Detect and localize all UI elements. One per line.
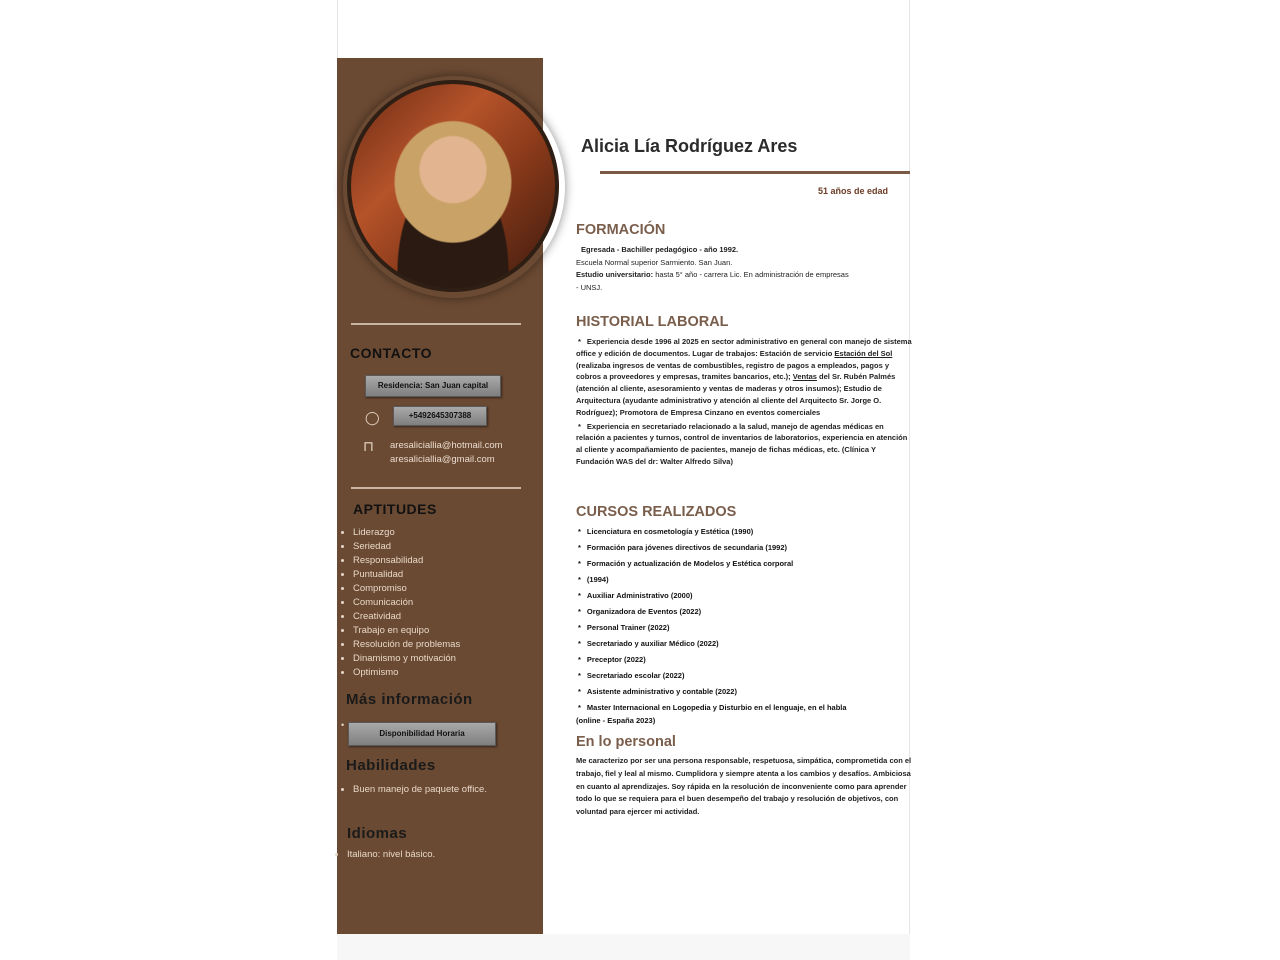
aptitudes-list — [337, 526, 460, 680]
list-item: • Responsabilidad — [353, 554, 460, 568]
list-item: • Italiano: nivel básico. — [347, 848, 435, 862]
course-item: * Master Internacional en Logopedia y Disturbio en el lenguaje, en el habla — [578, 703, 847, 712]
bullet-icon: • — [341, 720, 345, 730]
education-school: Escuela Normal superior Sarmiento. San Juan. — [576, 257, 733, 267]
education-degree: Egresada - Bachiller pedagógico - año 1992. — [581, 245, 739, 254]
email-secondary: aresaliciallia@gmail.com — [390, 454, 495, 465]
personal-heading: En lo personal — [576, 734, 676, 750]
mail-icon: ⊓ — [363, 438, 374, 454]
residence-badge: Residencia: San Juan capital — [365, 375, 501, 397]
profile-photo — [347, 80, 559, 292]
education-university — [576, 269, 912, 282]
work-place-link: Ventas — [792, 372, 817, 382]
work-history — [576, 336, 912, 468]
course-item: * Secretariado escolar (2022) — [578, 671, 685, 680]
course-item-continuation: (online - España 2023) — [576, 716, 656, 725]
work-text: (realizaba ingresos de ventas de combustibles, registro de pagos a empleados, pagos y cobros a proveedores y empresas, tramites bancarios, etc.); — [576, 360, 890, 382]
course-item: * Auxiliar Administrativo (2000) — [578, 591, 693, 600]
name-underline — [600, 171, 910, 174]
languages-heading: Idiomas — [347, 825, 408, 842]
work-place-link: Estación del Sol — [834, 348, 893, 358]
page-bottom-margin — [337, 934, 910, 960]
course-item: * Preceptor (2022) — [578, 655, 646, 664]
skills-list — [337, 783, 503, 797]
university-text: hasta 5° año - carrera Lic. En administración de empresas — [653, 270, 849, 280]
work-text: Experiencia en secretariado relacionado a la salud, manejo de agendas médicas en relación a pacientes y turnos, control de inventarios de laboratorios, experiencia en atención al cliente y acompañamiento de pacientes, manejo de fichas médicas, etc. (Clínica Y Fundación WAS del dr: Walter Alfredo Silva) — [576, 421, 908, 466]
course-item: * Licenciatura en cosmetología y Estética (1990) — [578, 527, 754, 536]
list-item: • Creatividad — [353, 610, 460, 624]
list-item: • Resolución de problemas — [353, 638, 460, 652]
more-info-heading: Más información — [346, 691, 473, 708]
list-item: • Optimismo — [353, 666, 460, 680]
course-item: * Formación para jóvenes directivos de secundaria (1992) — [578, 543, 788, 552]
course-item: * Asistente administrativo y contable (2022) — [578, 687, 737, 696]
list-item: • Dinamismo y motivación — [353, 652, 460, 666]
course-item: * Organizadora de Eventos (2022) — [578, 607, 702, 616]
phone-badge: +5492645307388 — [393, 406, 487, 426]
courses-heading: CURSOS REALIZADOS — [576, 504, 737, 520]
work-text: del Sr. Rubén Palmés (atención al cliente, asesoramiento y ventas de maderas y otros insumos); Estudio de Arquitectura (ayudante administrativo y atención al cliente del Arquitecto Sr. Jorge O. Rodríguez); Promotora de Empresa Cinzano en eventos comerciales — [576, 372, 896, 417]
list-item: • Liderazgo — [353, 526, 460, 540]
sidebar-divider — [351, 323, 521, 325]
course-item: * Secretariado y auxiliar Médico (2022) — [578, 639, 719, 648]
course-item: * (1994) — [578, 575, 609, 584]
education-heading: FORMACIÓN — [576, 222, 666, 238]
full-name: Alicia Lía Rodríguez Ares — [581, 136, 798, 156]
course-item: * Formación y actualización de Modelos y Estética corporal — [578, 559, 794, 568]
availability-button[interactable]: Disponibilidad Horaria — [348, 722, 496, 746]
university-name: - UNSJ. — [576, 282, 603, 292]
work-heading: HISTORIAL LABORAL — [576, 314, 729, 330]
list-item: • Seriedad — [353, 540, 460, 554]
personal-text: Me caracterizo por ser una persona responsable, respetuosa, simpática, comprometida con el trabajo, fiel y leal al mismo. Cumplidora y siempre atenta a los cambios y desafíos. Ambiciosa en cuanto al aprendizajes. Soy rápida en la resolución de inconveniente como para aprender todo lo que se requiera para el buen desempeño del trabajo y resolución de objetivos, con voluntad para ejercer mi actividad. — [576, 756, 912, 817]
list-item: • Buen manejo de paquete office. — [353, 783, 503, 797]
skills-heading: Habilidades — [346, 757, 436, 774]
list-item: • Puntualidad — [353, 568, 460, 582]
list-item: • Comunicación — [353, 596, 460, 610]
work-entry-2: * Experiencia en secretariado relacionado a la salud, manejo de agendas médicas en relación a pacientes y turnos, control de inventarios de laboratorios, experiencia en atención al cliente y acompañamiento de pacientes, manejo de fichas médicas, etc. (Clínica Y Fundación WAS del dr: Walter Alfredo Silva) — [576, 421, 908, 466]
age-label: 51 años de edad — [818, 186, 889, 196]
aptitudes-heading: APTITUDES — [353, 501, 437, 517]
work-entry-1: * Experiencia desde 1996 al 2025 en sector administrativo en general con manejo de sistema office y edición de documentos. Lugar de trabajos: Estación de servicio Estación del Sol (realizaba ingresos de ventas de combustibles, registro de pagos a empleados, pagos y cobros a proveedores y empresas, tramites bancarios, etc.); Ventas del Sr. Rubén Palmés (atención al cliente, asesoramiento y ventas de maderas y otros insumos); Estudio de Arquitectura (ayudante administrativo y atención al cliente del Arquitecto Sr. Jorge O. Rodríguez); Promotora de Empresa Cinzano en eventos comerciales — [576, 337, 912, 417]
university-label: Estudio universitario: — [576, 270, 654, 280]
contact-heading: CONTACTO — [350, 345, 433, 361]
work-text: Experiencia desde 1996 al 2025 en sector administrativo en general con manejo de sistema office y edición de documentos. Lugar de trabajos: Estación de servicio — [576, 337, 912, 358]
course-item: * Personal Trainer (2022) — [578, 623, 670, 632]
sidebar-divider — [351, 487, 521, 489]
email-primary: aresaliciallia@hotmail.com — [390, 440, 503, 451]
list-item: • Compromiso — [353, 582, 460, 596]
sidebar — [337, 58, 543, 934]
whatsapp-icon: ◯ — [365, 410, 380, 425]
education-text — [576, 244, 912, 294]
list-item: • Trabajo en equipo — [353, 624, 460, 638]
languages-list — [331, 848, 435, 862]
